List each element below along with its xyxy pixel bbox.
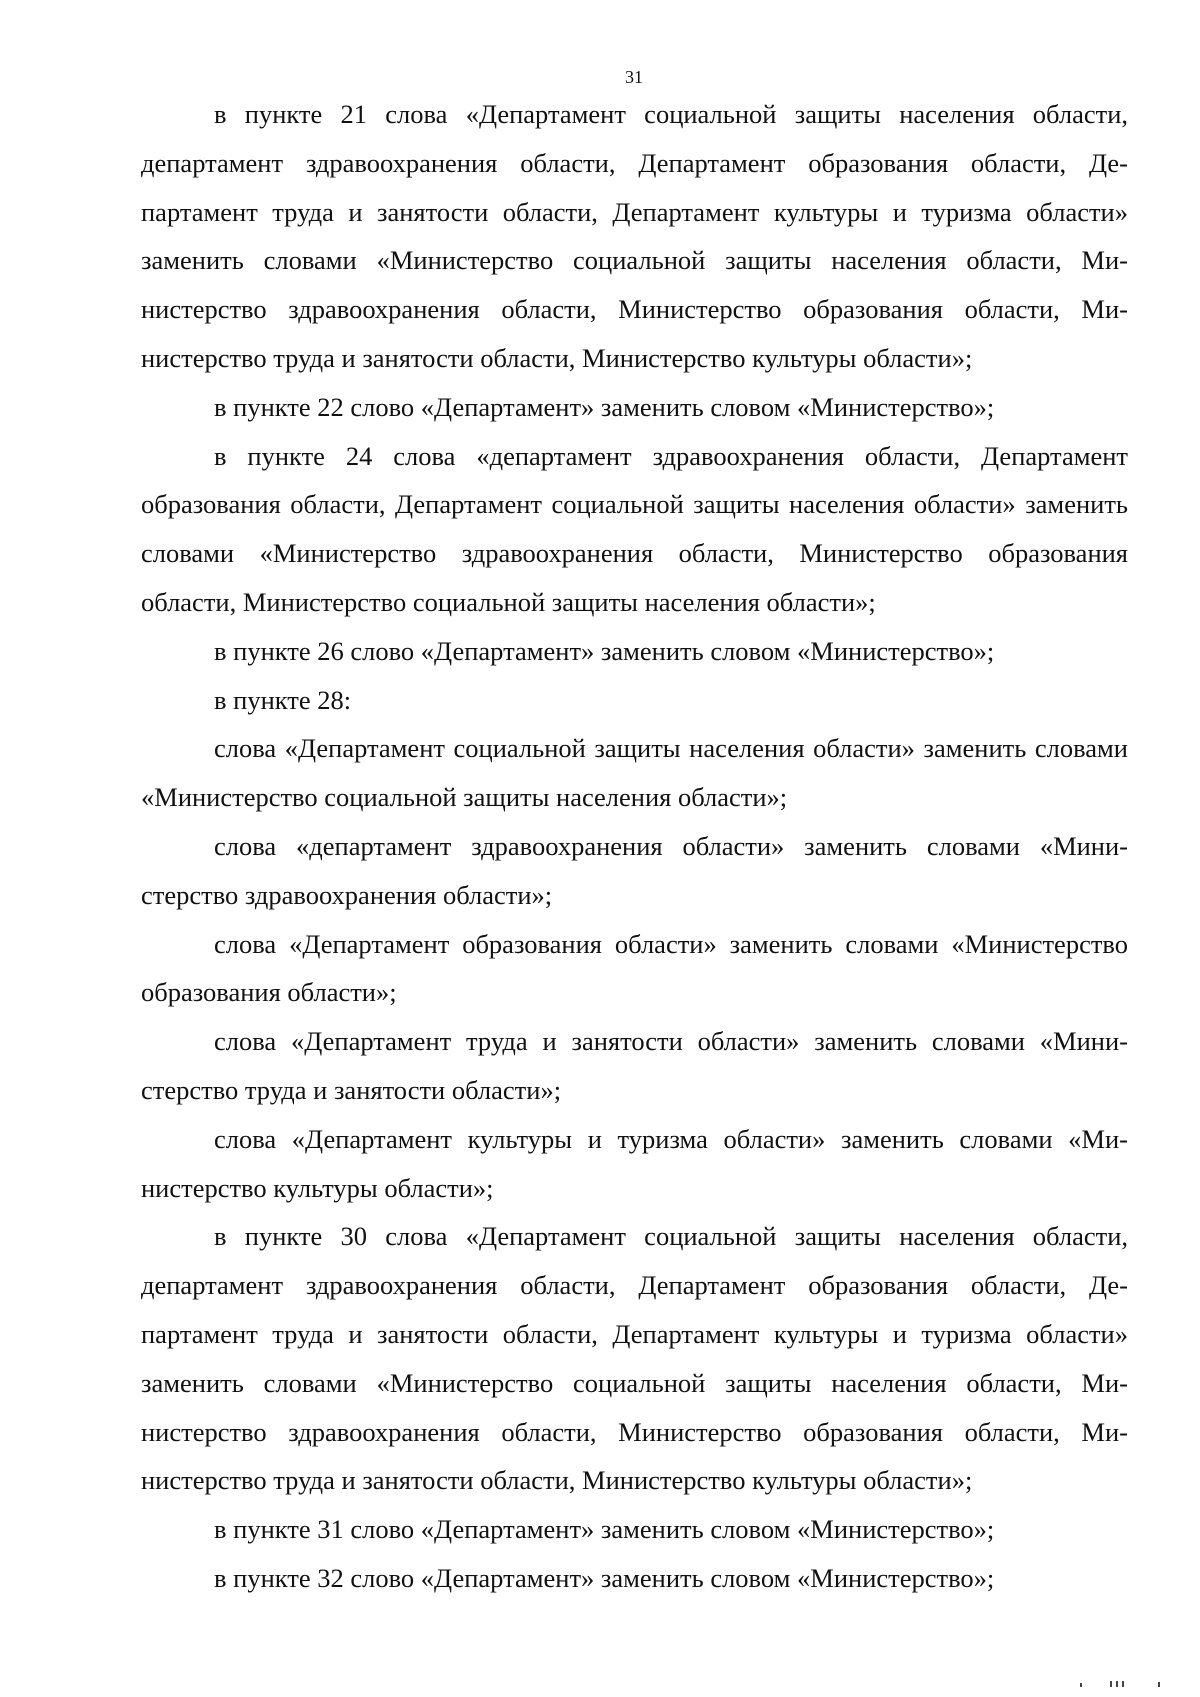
- paragraph-item-28-education: слова «Департамент образования области» заменить словами «Министерство образования области»;: [141, 928, 1128, 1008]
- document-body: [141, 90, 1128, 1603]
- paragraph-item-28-culture: слова «Департамент культуры и туризма области» заменить словами «Министерство культуры области»;: [141, 1123, 1128, 1203]
- paragraph-item-28-social: слова «Департамент социальной защиты населения области» заменить словами «Министерство социальной защиты населения области»;: [141, 733, 1128, 813]
- page-number: 31: [625, 67, 643, 87]
- paragraph-item-30: в пункте 30 слова «Департамент социальной защиты населения области, департамент здравоохранения области, Департамент образования области, Департамент труда и занятости области, Департамент культуры и туризма области» заменить словами «Министерство социальной защиты населения области, Министерство здравоохранения области, Министерство образования области, Министерство труда и занятости области, Министерство культуры области»;: [141, 1221, 1128, 1496]
- paragraph-item-24: в пункте 24 слова «департамент здравоохранения области, Департамент образования области, Департамент социальной защиты населения области» заменить словами «Министерство здравоохранения области, Министерство образования области, Министерство социальной защиты населения области»;: [141, 440, 1128, 617]
- paragraph-item-28-heading: в пункте 28:: [214, 684, 352, 715]
- paragraph-item-28-health: слова «департамент здравоохранения области» заменить словами «Министерство здравоохранения области»;: [141, 830, 1128, 910]
- paragraph-item-26: в пункте 26 слово «Департамент» заменить словом «Министерство»;: [214, 635, 995, 666]
- paragraph-item-22: в пункте 22 слово «Департамент» заменить словом «Министерство»;: [214, 391, 995, 422]
- scan-artifact-marks: [1070, 1679, 1170, 1687]
- paragraph-item-32: в пункте 32 слово «Департамент» заменить словом «Министерство»;: [214, 1562, 995, 1593]
- paragraph-item-31: в пункте 31 слово «Департамент» заменить словом «Министерство»;: [214, 1514, 995, 1545]
- paragraph-item-21: в пункте 21 слова «Департамент социальной защиты населения области, департамент здравоохранения области, Департамент образования области, Департамент труда и занятости области, Департамент культуры и туризма области» заменить словами «Министерство социальной защиты населения области, Министерство здравоохранения области, Министерство образования области, Министерство труда и занятости области, Министерство культуры области»;: [141, 99, 1128, 373]
- paragraph-item-28-labour: слова «Департамент труда и занятости области» заменить словами «Министерство труда и занятости области»;: [141, 1026, 1128, 1105]
